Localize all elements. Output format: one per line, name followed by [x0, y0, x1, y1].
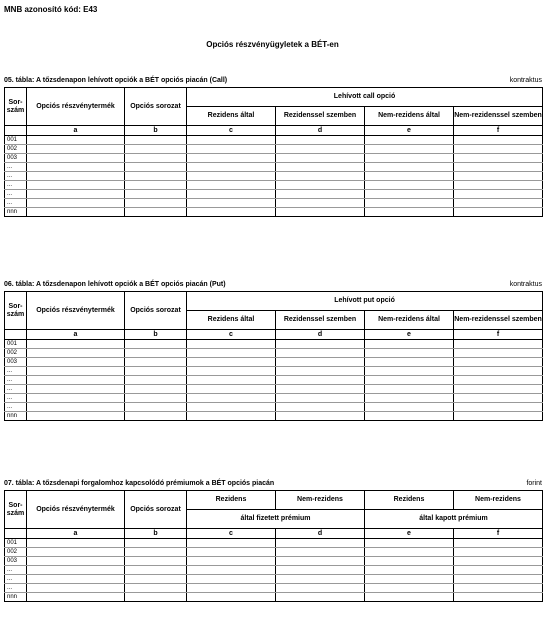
data-cell[interactable]	[125, 385, 187, 394]
letter-e: e	[365, 529, 454, 539]
data-cell[interactable]	[187, 181, 276, 190]
letter-a: a	[27, 529, 125, 539]
table-05-title: 05. tábla: A tőzsdenapon lehívott opciók a BÉT opciós piacán (Call)	[4, 77, 228, 84]
data-cell[interactable]	[365, 145, 454, 154]
table-row	[5, 376, 543, 385]
table-05-caption	[4, 77, 542, 87]
data-cell[interactable]	[187, 190, 276, 199]
data-cell[interactable]	[125, 548, 187, 557]
table-row	[5, 412, 543, 421]
data-cell[interactable]	[125, 136, 187, 145]
data-cell[interactable]	[125, 163, 187, 172]
data-cell[interactable]	[276, 181, 365, 190]
table-06-unit: kontraktus	[509, 281, 542, 288]
data-cell[interactable]	[276, 376, 365, 385]
data-cell[interactable]	[125, 190, 187, 199]
data-cell[interactable]	[276, 584, 365, 593]
letter-a: a	[27, 330, 125, 340]
data-cell[interactable]	[27, 394, 125, 403]
row-number: ...	[5, 403, 27, 412]
data-cell[interactable]	[454, 548, 543, 557]
header-paid: által fizetett prémium	[187, 510, 365, 529]
row-number: ...	[5, 367, 27, 376]
data-cell[interactable]	[454, 190, 543, 199]
data-cell[interactable]	[365, 199, 454, 208]
data-cell[interactable]	[187, 548, 276, 557]
table-row	[5, 385, 543, 394]
row-number: 002	[5, 548, 27, 557]
header-top-f: Nem-rezidens	[454, 491, 543, 510]
table-06	[4, 291, 543, 421]
table-row	[5, 566, 543, 575]
letter-d: d	[276, 126, 365, 136]
data-cell[interactable]	[187, 566, 276, 575]
data-cell[interactable]	[125, 208, 187, 217]
data-cell[interactable]	[454, 575, 543, 584]
table-06-caption	[4, 281, 542, 291]
data-cell[interactable]	[276, 208, 365, 217]
row-number: ...	[5, 584, 27, 593]
header-sub-d: Rezidenssel szemben	[276, 107, 365, 126]
table-row	[5, 358, 543, 367]
data-cell[interactable]	[187, 199, 276, 208]
letter-c: c	[187, 330, 276, 340]
table-row	[5, 190, 543, 199]
row-number: ...	[5, 199, 27, 208]
row-number: 003	[5, 154, 27, 163]
data-cell[interactable]	[27, 190, 125, 199]
data-cell[interactable]	[187, 358, 276, 367]
data-cell[interactable]	[125, 145, 187, 154]
data-cell[interactable]	[454, 412, 543, 421]
data-cell[interactable]	[27, 181, 125, 190]
data-cell[interactable]	[454, 566, 543, 575]
data-cell[interactable]	[187, 385, 276, 394]
table-row	[5, 163, 543, 172]
data-cell[interactable]	[365, 172, 454, 181]
data-cell[interactable]	[276, 340, 365, 349]
table-06-section	[4, 281, 542, 421]
row-number: ...	[5, 163, 27, 172]
data-cell[interactable]	[27, 208, 125, 217]
table-row	[5, 557, 543, 566]
data-cell[interactable]	[365, 575, 454, 584]
data-cell[interactable]	[276, 190, 365, 199]
table-row	[5, 593, 543, 602]
data-cell[interactable]	[27, 385, 125, 394]
data-cell[interactable]	[365, 385, 454, 394]
row-number: nnn	[5, 412, 27, 421]
data-cell[interactable]	[125, 557, 187, 566]
data-cell[interactable]	[365, 412, 454, 421]
header-sorszam: Sor-szám	[5, 292, 27, 330]
data-cell[interactable]	[454, 593, 543, 602]
letter-c: c	[187, 529, 276, 539]
data-cell[interactable]	[365, 557, 454, 566]
data-cell[interactable]	[276, 199, 365, 208]
data-cell[interactable]	[27, 557, 125, 566]
data-cell[interactable]	[125, 539, 187, 548]
data-cell[interactable]	[365, 358, 454, 367]
table-row	[5, 172, 543, 181]
data-cell[interactable]	[365, 190, 454, 199]
data-cell[interactable]	[454, 557, 543, 566]
header-sub-e: Nem-rezidens által	[365, 107, 454, 126]
table-row	[5, 584, 543, 593]
data-cell[interactable]	[187, 367, 276, 376]
table-row	[5, 403, 543, 412]
data-cell[interactable]	[27, 584, 125, 593]
table-row	[5, 394, 543, 403]
data-cell[interactable]	[125, 358, 187, 367]
data-cell[interactable]	[365, 181, 454, 190]
data-cell[interactable]	[276, 367, 365, 376]
data-cell[interactable]	[187, 584, 276, 593]
header-top-d: Nem-rezidens	[276, 491, 365, 510]
header-group: Lehívott put opció	[187, 292, 543, 311]
header-sub-c: Rezidens által	[187, 107, 276, 126]
data-cell[interactable]	[365, 376, 454, 385]
data-cell[interactable]	[27, 349, 125, 358]
data-cell[interactable]	[125, 349, 187, 358]
header-sorozat: Opciós sorozat	[125, 292, 187, 330]
data-cell[interactable]	[365, 136, 454, 145]
data-cell[interactable]	[187, 575, 276, 584]
data-cell[interactable]	[276, 358, 365, 367]
data-cell[interactable]	[454, 199, 543, 208]
row-number: ...	[5, 385, 27, 394]
data-cell[interactable]	[27, 145, 125, 154]
letter-cell	[5, 330, 27, 340]
data-cell[interactable]	[365, 593, 454, 602]
data-cell[interactable]	[125, 584, 187, 593]
data-cell[interactable]	[125, 376, 187, 385]
row-number: ...	[5, 190, 27, 199]
data-cell[interactable]	[187, 376, 276, 385]
data-cell[interactable]	[454, 181, 543, 190]
table-row	[5, 539, 543, 548]
data-cell[interactable]	[27, 376, 125, 385]
data-cell[interactable]	[454, 385, 543, 394]
data-cell[interactable]	[27, 358, 125, 367]
letter-d: d	[276, 330, 365, 340]
data-cell[interactable]	[276, 548, 365, 557]
data-cell[interactable]	[365, 163, 454, 172]
table-05	[4, 87, 543, 217]
data-cell[interactable]	[27, 199, 125, 208]
data-cell[interactable]	[276, 593, 365, 602]
table-05-unit: kontraktus	[509, 77, 542, 84]
data-cell[interactable]	[365, 367, 454, 376]
data-cell[interactable]	[187, 136, 276, 145]
data-cell[interactable]	[27, 172, 125, 181]
letter-c: c	[187, 126, 276, 136]
data-cell[interactable]	[27, 575, 125, 584]
data-cell[interactable]	[27, 412, 125, 421]
data-cell[interactable]	[454, 376, 543, 385]
table-07-unit: forint	[526, 480, 542, 487]
data-cell[interactable]	[454, 136, 543, 145]
data-cell[interactable]	[454, 172, 543, 181]
data-cell[interactable]	[276, 566, 365, 575]
table-row	[5, 136, 543, 145]
header-termek: Opciós részvénytermék	[27, 491, 125, 529]
data-cell[interactable]	[454, 367, 543, 376]
letter-b: b	[125, 330, 187, 340]
letter-d: d	[276, 529, 365, 539]
data-cell[interactable]	[454, 403, 543, 412]
data-cell[interactable]	[276, 394, 365, 403]
data-cell[interactable]	[276, 385, 365, 394]
data-cell[interactable]	[365, 584, 454, 593]
header-received: által kapott prémium	[365, 510, 543, 529]
data-cell[interactable]	[187, 394, 276, 403]
data-cell[interactable]	[454, 154, 543, 163]
table-row	[5, 548, 543, 557]
data-cell[interactable]	[187, 145, 276, 154]
mnb-code: MNB azonosító kód: E43	[4, 5, 98, 14]
data-cell[interactable]	[276, 154, 365, 163]
data-cell[interactable]	[365, 394, 454, 403]
data-cell[interactable]	[125, 394, 187, 403]
data-cell[interactable]	[365, 566, 454, 575]
data-cell[interactable]	[27, 403, 125, 412]
data-cell[interactable]	[276, 349, 365, 358]
row-number: nnn	[5, 593, 27, 602]
data-cell[interactable]	[27, 154, 125, 163]
header-top-c: Rezidens	[187, 491, 276, 510]
table-row	[5, 199, 543, 208]
row-number: 002	[5, 349, 27, 358]
table-row	[5, 154, 543, 163]
letter-f: f	[454, 529, 543, 539]
data-cell[interactable]	[276, 403, 365, 412]
data-cell[interactable]	[125, 412, 187, 421]
letter-cell	[5, 529, 27, 539]
header-sorszam: Sor-szám	[5, 491, 27, 529]
data-cell[interactable]	[454, 163, 543, 172]
data-cell[interactable]	[187, 208, 276, 217]
data-cell[interactable]	[187, 557, 276, 566]
data-cell[interactable]	[187, 154, 276, 163]
data-cell[interactable]	[276, 575, 365, 584]
row-number: 002	[5, 145, 27, 154]
data-cell[interactable]	[125, 340, 187, 349]
data-cell[interactable]	[365, 548, 454, 557]
header-termek: Opciós részvénytermék	[27, 88, 125, 126]
table-07-section	[4, 480, 542, 602]
data-cell[interactable]	[454, 349, 543, 358]
letter-cell	[5, 126, 27, 136]
row-number: 001	[5, 340, 27, 349]
row-number: ...	[5, 575, 27, 584]
data-cell[interactable]	[125, 367, 187, 376]
data-cell[interactable]	[27, 367, 125, 376]
data-cell[interactable]	[27, 163, 125, 172]
data-cell[interactable]	[276, 412, 365, 421]
data-cell[interactable]	[365, 349, 454, 358]
page-title: Opciós részvényügyletek a BÉT-en	[206, 40, 339, 49]
table-row	[5, 145, 543, 154]
row-number: 003	[5, 358, 27, 367]
row-number: ...	[5, 181, 27, 190]
table-row	[5, 340, 543, 349]
table-06-title: 06. tábla: A tőzsdenapon lehívott opciók a BÉT opciós piacán (Put)	[4, 281, 226, 288]
table-07-caption	[4, 480, 542, 490]
data-cell[interactable]	[187, 412, 276, 421]
header-sorszam: Sor-szám	[5, 88, 27, 126]
header-sub-c: Rezidens által	[187, 311, 276, 330]
data-cell[interactable]	[276, 136, 365, 145]
data-cell[interactable]	[125, 566, 187, 575]
table-row	[5, 367, 543, 376]
data-cell[interactable]	[187, 349, 276, 358]
letter-f: f	[454, 126, 543, 136]
row-number: 001	[5, 539, 27, 548]
data-cell[interactable]	[187, 403, 276, 412]
data-cell[interactable]	[125, 199, 187, 208]
data-cell[interactable]	[454, 208, 543, 217]
data-cell[interactable]	[187, 593, 276, 602]
data-cell[interactable]	[125, 593, 187, 602]
header-termek: Opciós részvénytermék	[27, 292, 125, 330]
table-row	[5, 575, 543, 584]
data-cell[interactable]	[276, 172, 365, 181]
header-top-e: Rezidens	[365, 491, 454, 510]
data-cell[interactable]	[27, 548, 125, 557]
row-number: ...	[5, 566, 27, 575]
row-number: ...	[5, 172, 27, 181]
data-cell[interactable]	[125, 181, 187, 190]
table-row	[5, 208, 543, 217]
row-number: 003	[5, 557, 27, 566]
data-cell[interactable]	[454, 539, 543, 548]
data-cell[interactable]	[125, 172, 187, 181]
letter-b: b	[125, 529, 187, 539]
data-cell[interactable]	[27, 593, 125, 602]
row-number: 001	[5, 136, 27, 145]
data-cell[interactable]	[454, 340, 543, 349]
table-row	[5, 181, 543, 190]
data-cell[interactable]	[125, 154, 187, 163]
row-number: ...	[5, 376, 27, 385]
data-cell[interactable]	[276, 145, 365, 154]
data-cell[interactable]	[365, 539, 454, 548]
header-sub-f: Nem-rezidenssel szemben	[454, 311, 543, 330]
data-cell[interactable]	[125, 403, 187, 412]
data-cell[interactable]	[365, 154, 454, 163]
letter-e: e	[365, 126, 454, 136]
header-sorozat: Opciós sorozat	[125, 88, 187, 126]
data-cell[interactable]	[276, 163, 365, 172]
data-cell[interactable]	[276, 539, 365, 548]
data-cell[interactable]	[125, 575, 187, 584]
data-cell[interactable]	[27, 340, 125, 349]
letter-f: f	[454, 330, 543, 340]
header-sorozat: Opciós sorozat	[125, 491, 187, 529]
letter-b: b	[125, 126, 187, 136]
row-number: ...	[5, 394, 27, 403]
data-cell[interactable]	[454, 145, 543, 154]
table-row	[5, 349, 543, 358]
table-07	[4, 490, 543, 602]
data-cell[interactable]	[187, 539, 276, 548]
data-cell[interactable]	[365, 403, 454, 412]
table-05-section	[4, 77, 542, 217]
header-sub-f: Nem-rezidenssel szemben	[454, 107, 543, 126]
header-sub-e: Nem-rezidens által	[365, 311, 454, 330]
data-cell[interactable]	[27, 539, 125, 548]
data-cell[interactable]	[187, 172, 276, 181]
header-sub-d: Rezidenssel szemben	[276, 311, 365, 330]
row-number: nnn	[5, 208, 27, 217]
data-cell[interactable]	[276, 557, 365, 566]
data-cell[interactable]	[27, 566, 125, 575]
data-cell[interactable]	[365, 340, 454, 349]
data-cell[interactable]	[187, 163, 276, 172]
data-cell[interactable]	[27, 136, 125, 145]
letter-a: a	[27, 126, 125, 136]
data-cell[interactable]	[365, 208, 454, 217]
data-cell[interactable]	[454, 394, 543, 403]
table-07-title: 07. tábla: A tőzsdenapi forgalomhoz kapcsolódó prémiumok a BÉT opciós piacán	[4, 480, 275, 487]
letter-e: e	[365, 330, 454, 340]
header-group: Lehívott call opció	[187, 88, 543, 107]
data-cell[interactable]	[454, 358, 543, 367]
data-cell[interactable]	[454, 584, 543, 593]
data-cell[interactable]	[187, 340, 276, 349]
